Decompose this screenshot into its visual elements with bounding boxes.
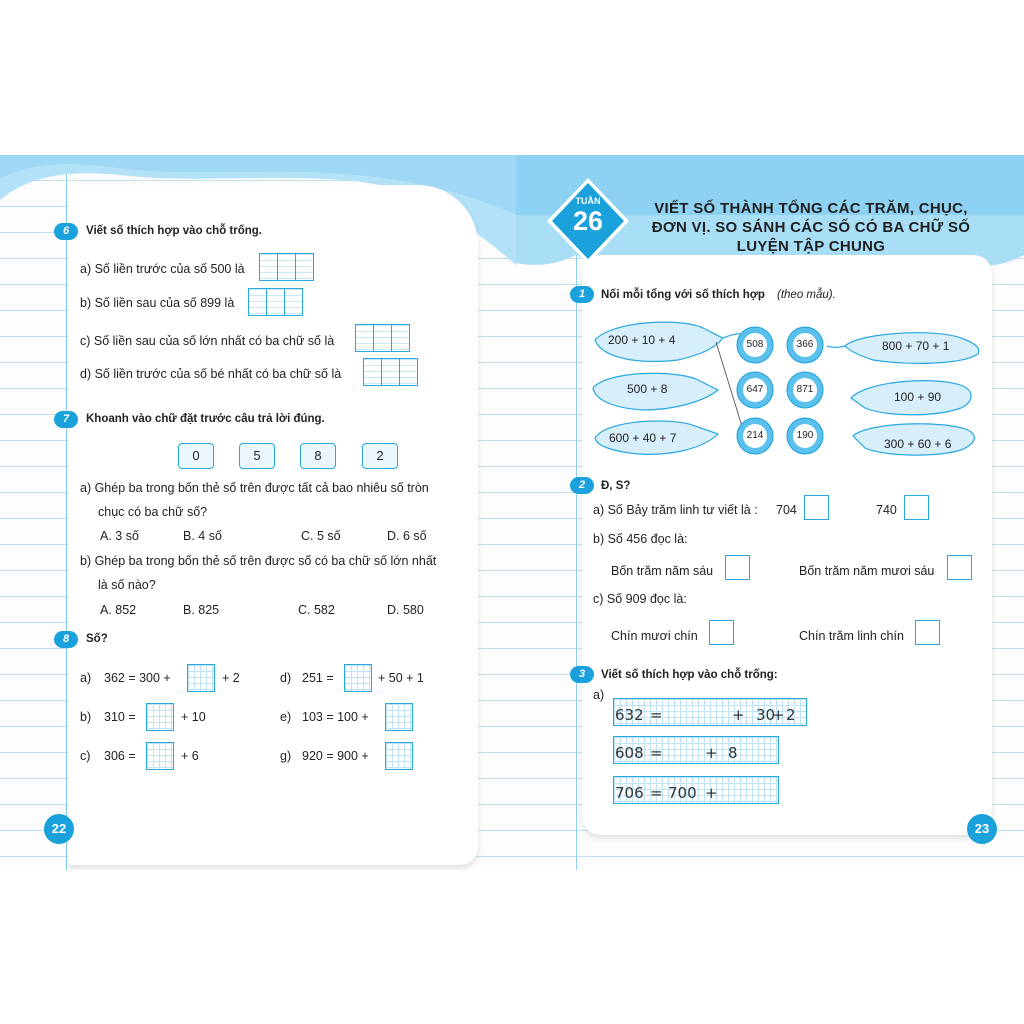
page-number-right: 23 [967,814,997,844]
ex2-a-option2: 740 [876,503,897,517]
r-exercise-2-title: Đ, S? [601,480,631,492]
ex8-c-label: c) [80,749,91,763]
flower-number: 366 [796,339,814,350]
ex8-g-label: g) [280,749,292,763]
page-title-line1: VIẾT SỐ THÀNH TỔNG CÁC TRĂM, CHỤC, [654,200,968,217]
ex8-b-left: 310 = [104,710,136,724]
ex8-b-label: b) [80,710,92,724]
ex3-row3-val2: 700 [668,784,697,802]
ex2-c-box2[interactable] [915,620,940,645]
number-card: 2 [362,443,398,469]
ex3-row3-eq: = [650,784,663,802]
ex2-c-option1: Chín mươi chín [611,629,698,643]
ex8-a-left: 362 = 300 + [104,671,171,685]
ex7-qa-option-d[interactable]: D. 6 số [387,529,427,543]
ex8-e-answer-box[interactable] [385,703,413,731]
ex3-row1-plus1: + [732,706,745,724]
ex6-b-text: b) Số liền sau của số 899 là [80,296,235,310]
ex8-d-left: 251 = [302,671,334,685]
ex7-qb-option-b[interactable]: B. 825 [183,603,220,617]
ex2-b-box1[interactable] [725,555,750,580]
leaf-left-1: 200 + 10 + 4 [608,333,676,347]
week-label: TUẦN [575,196,601,206]
exercise-6-badge: 6 [54,223,78,240]
ex7-qb-option-c[interactable]: C. 582 [298,603,335,617]
flower-number: 190 [796,430,814,441]
ex2-c-box1[interactable] [709,620,734,645]
ex8-b-answer-box[interactable] [146,703,174,731]
ex7-qa-option-a[interactable]: A. 3 số [100,529,139,543]
ex8-d-right: + 50 + 1 [378,671,424,685]
ex3-row1-eq: = [650,706,663,724]
ex2-a-box1[interactable] [804,495,829,520]
ex3-row1-plus2: + [772,706,785,724]
number-card: 8 [300,443,336,469]
ex3-row2-plus: + [705,744,718,762]
ex8-c-right: + 6 [181,749,199,763]
flower-number: 871 [796,384,814,395]
r-exercise-3-badge: 3 [570,666,594,683]
flower-number: 214 [746,430,764,441]
ex7-qb-option-d[interactable]: D. 580 [387,603,424,617]
ex2-a-text: a) Số Bảy trăm linh tư viết là : [593,503,758,517]
r-exercise-1-title: Nối mỗi tổng với số thích hợp [601,289,765,301]
ex3-row1-val1: 632 [615,706,644,724]
leaf-left-3: 600 + 40 + 7 [609,431,677,445]
page-title-line3: LUYỆN TẬP CHUNG [736,238,886,255]
exercise-6-title: Viết số thích hợp vào chỗ trống. [86,225,263,237]
ex2-b-option2: Bốn trăm năm mươi sáu [799,564,935,578]
ex8-d-answer-box[interactable] [344,664,372,692]
exercise-8-title: Số? [86,633,108,645]
number-card: 5 [239,443,275,469]
ex8-a-label: a) [80,671,92,685]
ex7-qa-line1: a) Ghép ba trong bốn thẻ số trên được tất cả bao nhiêu số tròn [80,481,429,495]
ex8-g-answer-box[interactable] [385,742,413,770]
leaf-right-1: 800 + 70 + 1 [882,339,950,353]
ex7-qb-line1: b) Ghép ba trong bốn thẻ số trên được số có ba chữ số lớn nhất [80,554,437,568]
ex3-row1-val2: 30 [756,706,776,724]
ex8-a-answer-box[interactable] [187,664,215,692]
ex6-c-text: c) Số liền sau của số lớn nhất có ba chữ số là [80,334,335,348]
ex7-qa-option-b[interactable]: B. 4 số [183,529,222,543]
ex7-qa-option-c[interactable]: C. 5 số [301,529,341,543]
r-exercise-1-note: (theo mẫu). [777,289,836,301]
week-number: 26 [572,206,604,236]
page-number-left: 22 [44,814,74,844]
ex2-a-box2[interactable] [904,495,929,520]
ex8-c-answer-box[interactable] [146,742,174,770]
ex6-a-answer-box[interactable] [259,253,314,281]
ex6-d-text: d) Số liền trước của số bé nhất có ba chữ số là [80,367,342,381]
ex7-qb-line2: là số nào? [98,578,156,592]
flower-number: 647 [746,384,764,395]
flower-number: 508 [746,339,764,350]
exercise-7-title: Khoanh vào chữ đặt trước câu trả lời đúng. [86,413,325,425]
ex6-b-answer-box[interactable] [248,288,303,316]
ex3-row2-val1: 608 [615,744,644,762]
ex3-row2-val2: 8 [728,744,738,762]
ex7-qa-line2: chục có ba chữ số? [98,505,208,519]
ex8-g-left: 920 = 900 + [302,749,369,763]
left-card [68,185,478,865]
leaf-left-2: 500 + 8 [627,382,668,396]
leaf-right-3: 300 + 60 + 6 [884,437,952,451]
ex2-b-box2[interactable] [947,555,972,580]
ex6-d-answer-box[interactable] [363,358,418,386]
ex3-row3-val1: 706 [615,784,644,802]
page-title-line2: ĐƠN VỊ. SO SÁNH CÁC SỐ CÓ BA CHỮ SỐ [651,219,971,236]
number-card: 0 [178,443,214,469]
exercise-8-badge: 8 [54,631,78,648]
ex2-c-option2: Chín trăm linh chín [799,629,904,643]
ex3-label: a) [593,688,605,702]
exercise-7-badge: 7 [54,411,78,428]
ex3-row2-eq: = [650,744,663,762]
r-exercise-2-badge: 2 [570,477,594,494]
ex6-c-answer-box[interactable] [355,324,410,352]
ex2-b-option1: Bốn trăm năm sáu [611,564,714,578]
ex2-a-option1: 704 [776,503,797,517]
ex3-row3-plus: + [705,784,718,802]
r-exercise-3-title: Viết số thích hợp vào chỗ trống: [601,669,778,681]
ex2-c-text: c) Số 909 đọc là: [593,592,687,606]
ex7-qb-option-a[interactable]: A. 852 [100,603,137,617]
leaf-right-2: 100 + 90 [894,390,942,404]
ex6-a-text: a) Số liền trước của số 500 là [80,262,245,276]
ex8-d-label: d) [280,671,292,685]
ex8-e-label: e) [280,710,292,724]
ex8-a-right: + 2 [222,671,240,685]
ex8-c-left: 306 = [104,749,136,763]
ex3-row1-val3: 2 [786,706,796,724]
ex8-e-left: 103 = 100 + [302,710,369,724]
ex8-b-right: + 10 [181,710,206,724]
r-exercise-1-badge: 1 [570,286,594,303]
ex2-b-text: b) Số 456 đọc là: [593,532,688,546]
